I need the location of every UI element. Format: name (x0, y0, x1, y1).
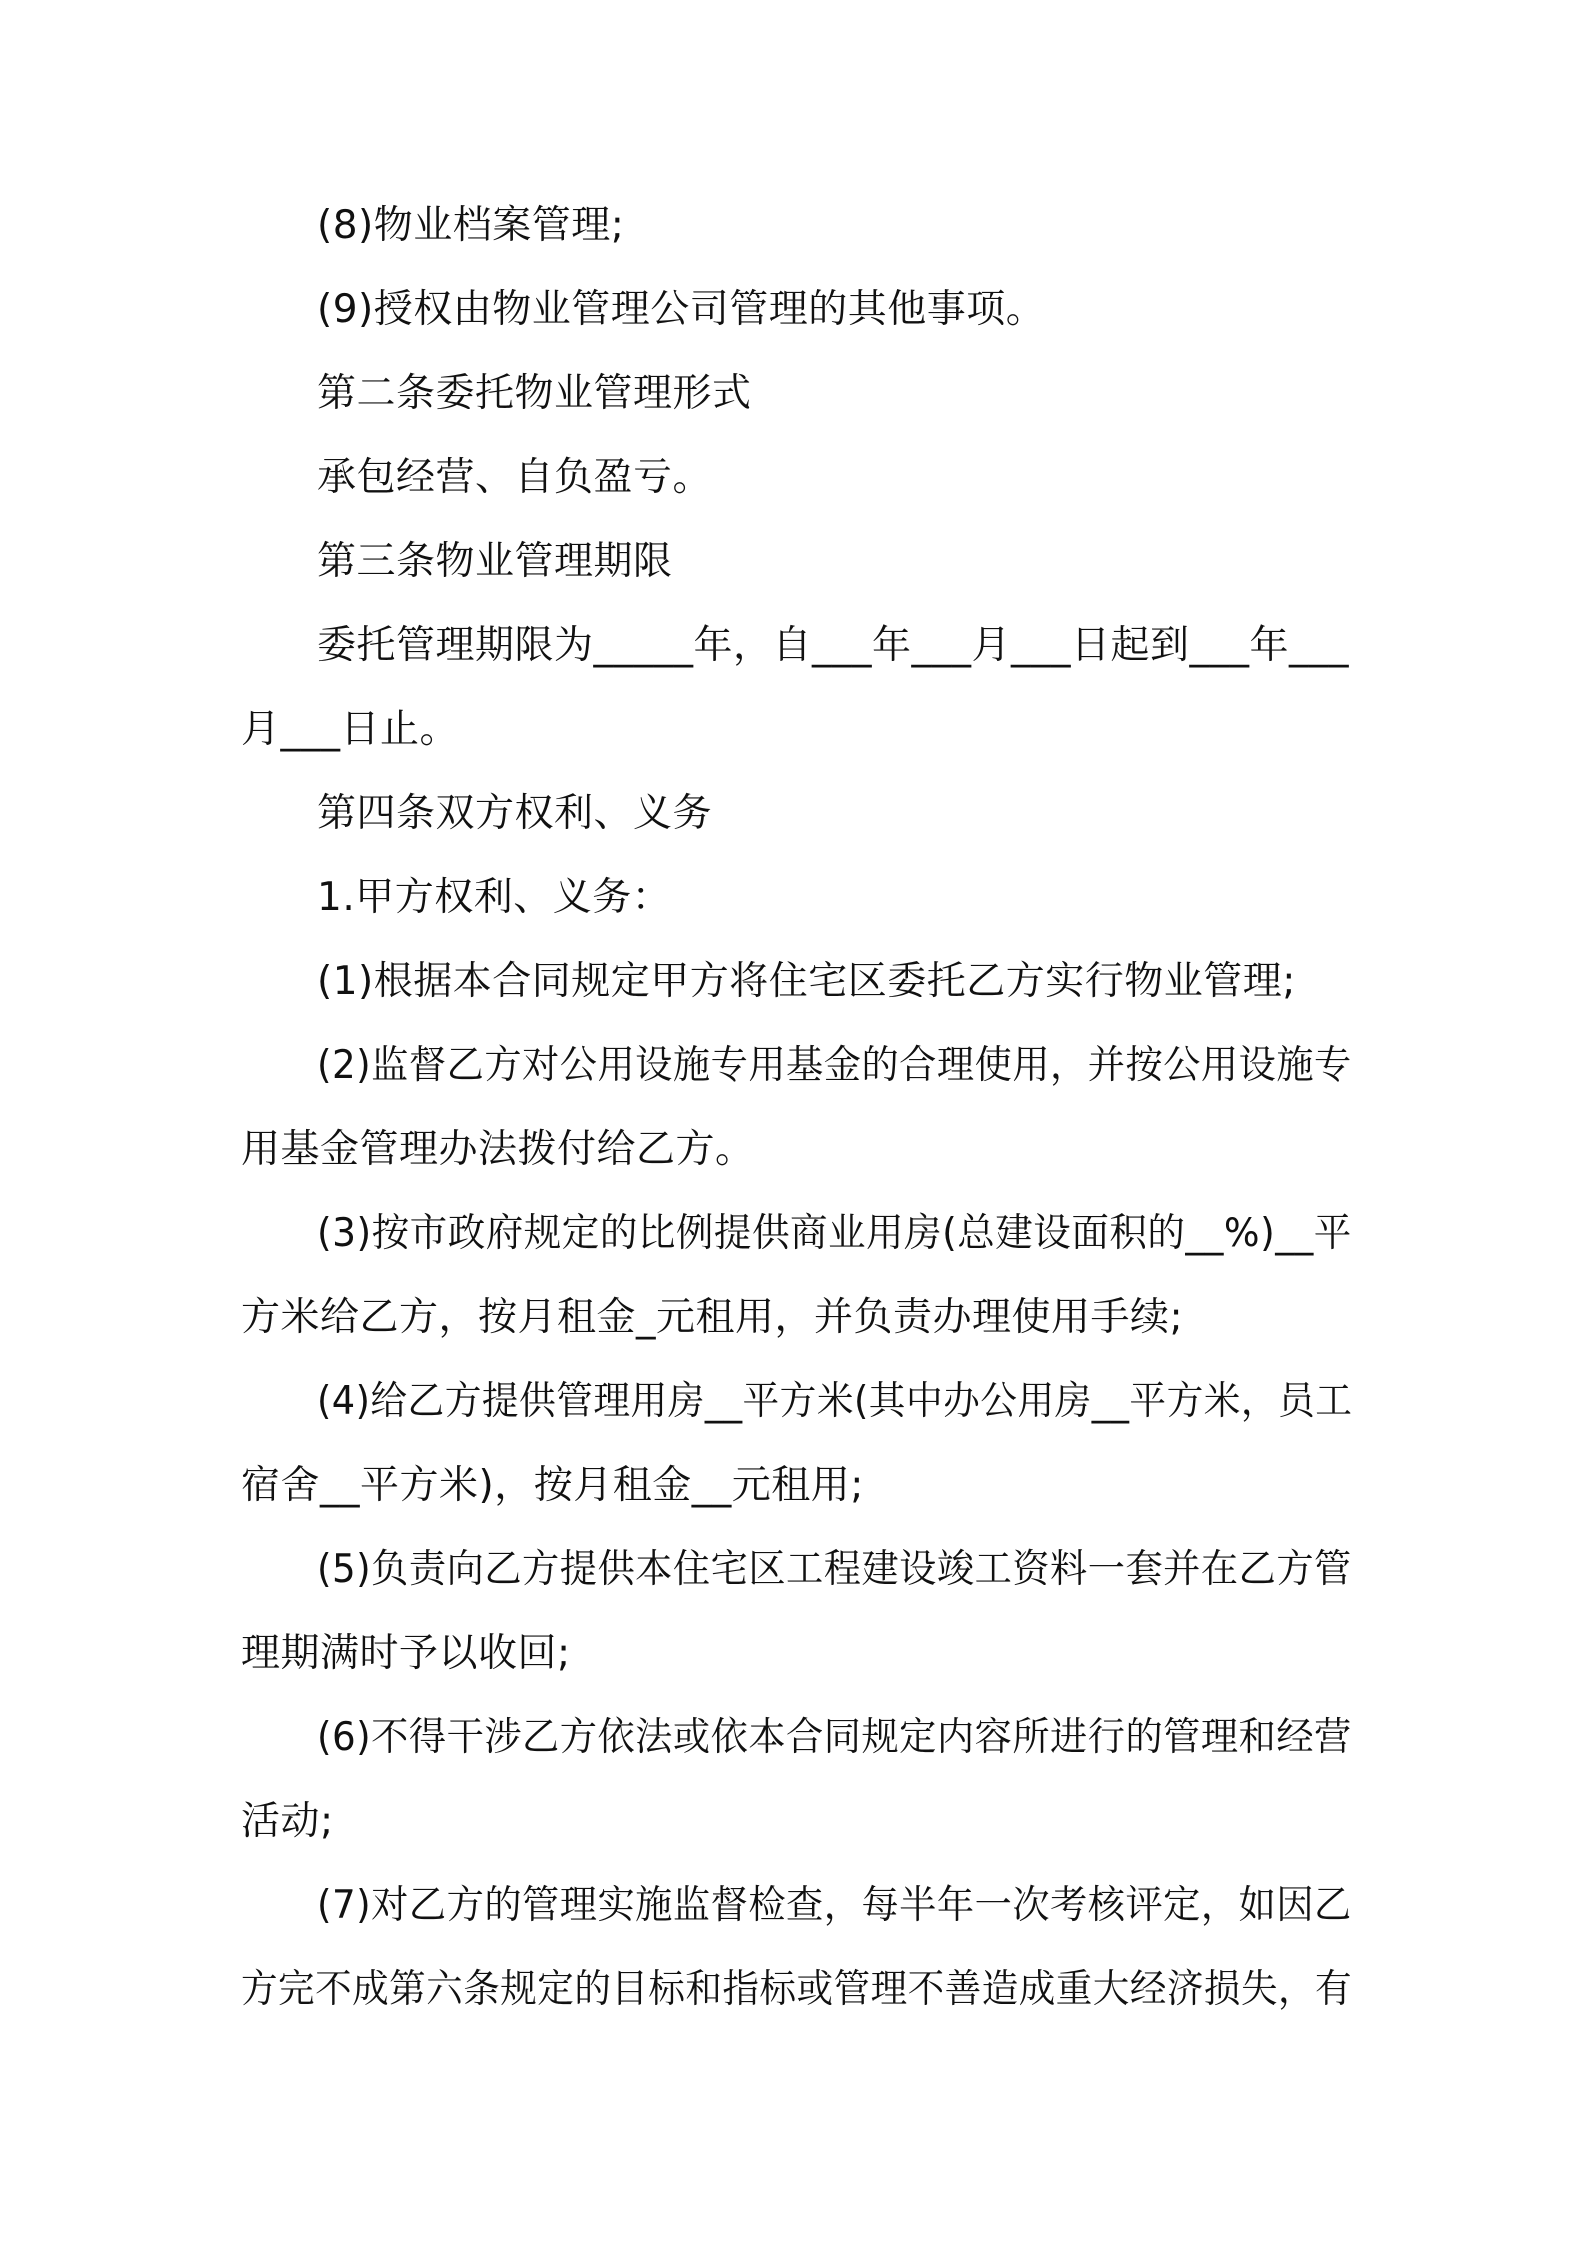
doc-line: 月___日止。 (241, 707, 460, 752)
doc-line: 用基金管理办法拨付给乙方。 (241, 1127, 755, 1172)
doc-line: (2)监督乙方对公用设施专用基金的合理使用，并按公用设施专 (317, 1043, 1352, 1088)
doc-line: (3)按市政府规定的比例提供商业用房(总建设面积的__%)__平 (317, 1211, 1352, 1256)
doc-line: 活动; (241, 1799, 334, 1844)
doc-line: 方完不成第六条规定的目标和指标或管理不善造成重大经济损失，有 (241, 1967, 1353, 2012)
doc-line: 第四条双方权利、义务 (317, 791, 713, 836)
doc-line: 方米给乙方，按月租金_元租用，并负责办理使用手续; (241, 1295, 1184, 1340)
doc-line: (8)物业档案管理; (317, 203, 625, 248)
doc-line: (9)授权由物业管理公司管理的其他事项。 (317, 287, 1046, 332)
doc-line: (5)负责向乙方提供本住宅区工程建设竣工资料一套并在乙方管 (317, 1547, 1352, 1592)
doc-line: 第二条委托物业管理形式 (317, 371, 752, 416)
doc-line: (7)对乙方的管理实施监督检查，每半年一次考核评定，如因乙 (317, 1883, 1352, 1928)
doc-line: 第三条物业管理期限 (317, 539, 673, 584)
doc-line: (6)不得干涉乙方依法或依本合同规定内容所进行的管理和经营 (317, 1715, 1352, 1760)
doc-line: 理期满时予以收回; (241, 1631, 571, 1676)
doc-line: 宿舍__平方米)，按月租金__元租用; (241, 1463, 864, 1508)
doc-line: (4)给乙方提供管理用房__平方米(其中办公用房__平方米，员工 (317, 1379, 1353, 1424)
doc-line: 1.甲方权利、义务： (317, 875, 672, 920)
doc-line: 委托管理期限为_____年，自___年___月___日起到___年___ (317, 623, 1350, 668)
doc-line: 承包经营、自负盈亏。 (317, 455, 713, 500)
doc-line: (1)根据本合同规定甲方将住宅区委托乙方实行物业管理; (317, 959, 1296, 1004)
